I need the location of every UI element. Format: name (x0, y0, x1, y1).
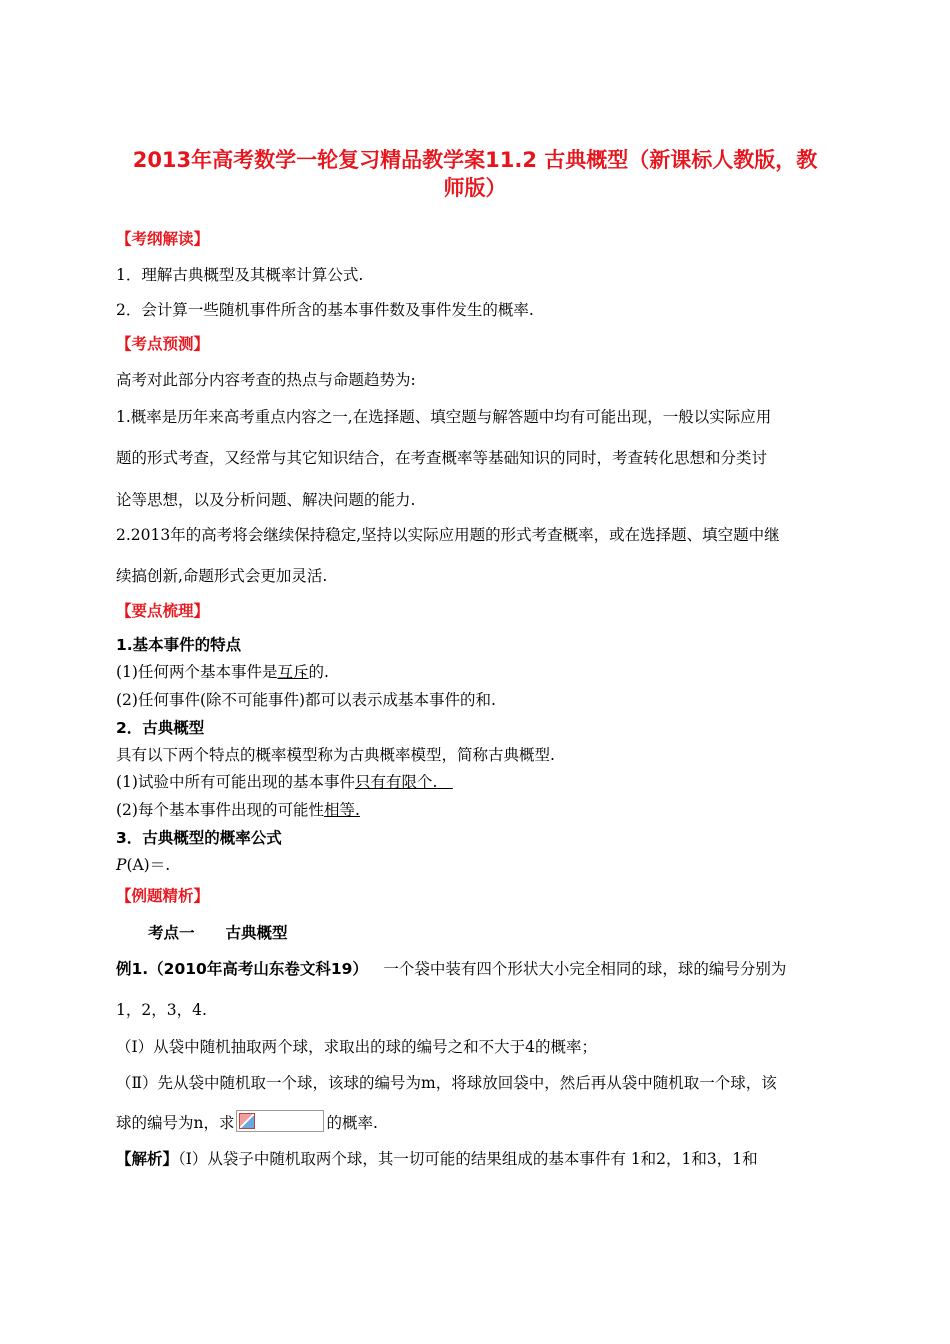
kaogang-item-1: 1．理解古典概型及其概率计算公式. (116, 266, 364, 284)
yaodian-item-3 (116, 771, 453, 793)
document-title (80, 146, 870, 202)
item-4-underlined: 相等. (323, 801, 360, 819)
item-1-underlined: 互斥 (277, 663, 309, 681)
yaodian-item-2: (2)任何事件(除不可能事件)都可以表示成基本事件的和. (116, 691, 496, 709)
formula-p: P (116, 856, 127, 874)
solution-heading: 【解析】 (116, 1150, 179, 1168)
yaodian-heading-2: 2．古典概型 (116, 719, 205, 737)
section-heading-yaodian: 【要点梳理】 (116, 602, 210, 620)
formula-rest: (A)＝. (126, 856, 171, 874)
section-heading-kaogang: 【考纲解读】 (116, 230, 210, 248)
item-3-underlined: 只有有限个. (354, 773, 438, 791)
item-3-underline-tail (437, 773, 453, 791)
item-1-prefix: (1)任何两个基本事件是 (116, 663, 278, 681)
section-heading-kaodian: 【考点预测】 (116, 335, 210, 353)
broken-image-icon (239, 1113, 255, 1129)
kaodian-p2-line2: 续搞创新,命题形式会更加灵活. (116, 567, 328, 585)
example-line-2: 1，2，3，4. (116, 1001, 207, 1019)
yaodian-item-1 (116, 661, 329, 683)
probability-formula (116, 854, 170, 876)
liti-subheading: 考点一 古典概型 (148, 924, 288, 942)
example-line-5 (116, 1110, 378, 1134)
yaodian-item-4 (116, 799, 360, 821)
item-1-suffix: 的. (308, 663, 329, 681)
yaodian-heading-1: 1.基本事件的特点 (116, 636, 242, 654)
section-heading-liti: 【例题精析】 (116, 887, 210, 905)
item-3-prefix: (1)试验中所有可能出现的基本事件 (116, 773, 355, 791)
kaogang-item-2: 2．会计算一些随机事件所含的基本事件数及事件发生的概率. (116, 301, 534, 319)
example-line-3: （Ⅰ）从袋中随机抽取两个球，求取出的球的编号之和不大于4的概率； (116, 1038, 597, 1056)
title-line-1: 2013年高考数学一轮复习精品教学案11.2 古典概型（新课标人教版，教 (132, 148, 818, 172)
solution-text-1: （I）从袋子中随机取两个球，其一切可能的结果组成的基本事件有 1和2，1和3，1和 (178, 1150, 758, 1168)
yaodian-heading-3: 3．古典概型的概率公式 (116, 829, 282, 847)
kaodian-p2-line1: 2.2013年的高考将会继续保持稳定,坚持以实际应用题的形式考查概率，或在选择题、填空题中继 (116, 526, 780, 544)
example-text-1: 一个袋中装有四个形状大小完全相同的球，球的编号分别为 (383, 960, 787, 978)
yaodian-intro-2: 具有以下两个特点的概率模型称为古典概率模型，简称古典概型. (116, 746, 555, 764)
solution-line-1 (116, 1148, 758, 1170)
kaodian-p1-line3: 论等思想，以及分析问题、解决问题的能力. (116, 491, 416, 509)
kaodian-intro: 高考对此部分内容考查的热点与命题趋势为: (116, 371, 416, 389)
example-text-5-suffix: 的概率. (326, 1114, 378, 1132)
kaodian-p1-line2: 题的形式考查，又经常与其它知识结合，在考查概率等基础知识的同时，考查转化思想和分类讨 (116, 449, 768, 467)
title-line-2: 师版） (443, 176, 507, 200)
example-line-4: （Ⅱ）先从袋中随机取一个球，该球的编号为m，将球放回袋中，然后再从袋中随机取一个球，该 (116, 1074, 777, 1092)
kaodian-p1-line1: 1.概率是历年来高考重点内容之一,在选择题、填空题与解答题中均有可能出现，一般以实际应用 (116, 408, 772, 426)
missing-formula-image (236, 1110, 324, 1132)
example-heading: 例1.（2010年高考山东卷文科19） (116, 960, 368, 978)
item-4-prefix: (2)每个基本事件出现的可能性 (116, 801, 324, 819)
example-text-5-prefix: 球的编号为n，求 (116, 1114, 235, 1132)
example-line-1 (116, 958, 786, 980)
